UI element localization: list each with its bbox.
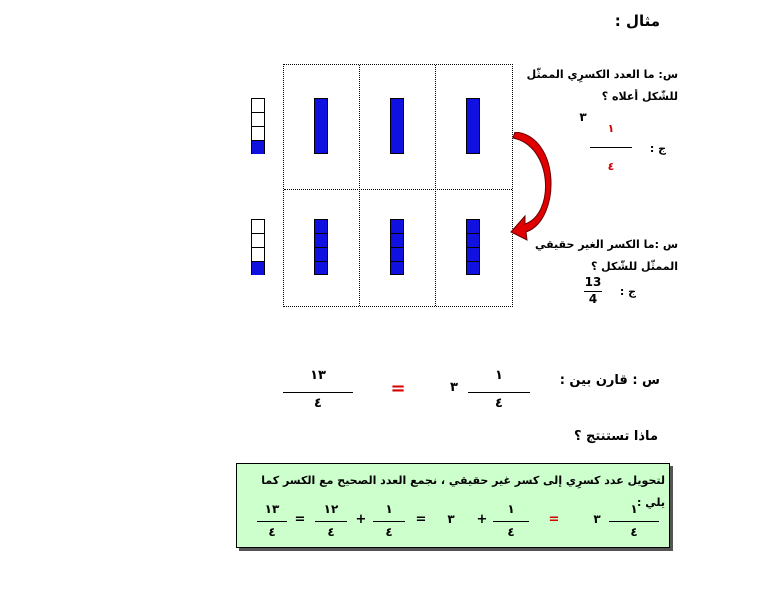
compare-left-numerator: ١٣ [310,368,326,383]
rule-frac1-denominator: ٤ [507,525,515,539]
fraction-line [590,147,632,148]
rule-frac1-numerator: ١ [507,502,515,516]
fraction-line [257,521,287,522]
whole-bar [314,98,328,154]
fraction-bar-bottom [251,219,265,275]
rule-frac3-numerator: ١ [385,502,393,516]
compare-right-numerator: ١ [495,368,503,383]
rule-frac2-denominator: ٤ [327,525,335,539]
rule-plus-1: + [476,512,488,527]
rule-frac3-denominator: ٤ [385,525,393,539]
answer-1-denominator: ٤ [607,160,615,173]
rule-whole: ٣ [447,512,455,526]
rule-result-denominator: ٤ [268,525,276,539]
example-title: مثال : [614,12,660,30]
conclude-question: ماذا تستنتج ؟ [573,429,658,444]
rule-plus-2: + [355,512,367,527]
whole-bar [466,98,480,154]
rule-mixed-whole: ٣ [593,512,601,526]
answer-1-whole: ٣ [579,110,587,124]
shape-grid [283,64,513,307]
rule-equals-red: = [548,512,560,527]
rule-mixed-numerator: ١ [630,502,638,516]
rule-box [236,463,670,548]
rule-equals-1: = [415,512,427,527]
rule-mixed-denominator: ٤ [630,525,638,539]
compare-equals: = [390,378,406,399]
fraction-line [468,392,530,393]
fraction-line [315,521,347,522]
fraction-line [283,392,353,393]
rule-result-numerator: ١٣ [264,502,280,516]
rule-equals-2: = [294,512,306,527]
answer-2-label: ج : [619,285,636,298]
fraction-line [373,521,405,522]
grid-divider [284,189,512,190]
question-1: س: ما العدد الكسرِي الممثّل للشّكل أعلاه ؟ [526,68,678,103]
split-bar [314,219,328,275]
fraction-bar-top [251,98,265,154]
fraction-line [609,521,659,522]
grid-divider [435,65,436,306]
compare-label: س : قارن بين : [559,373,660,388]
whole-bar [390,98,404,154]
answer-1-numerator: ١ [607,122,615,135]
answer-2-numerator: 13 [584,275,602,289]
answer-1-label: ج : [649,142,666,155]
split-bar [390,219,404,275]
compare-right-whole: ٣ [450,380,458,395]
rule-text: لتحويل عدد كسرِي إلى كسر غير حقيقي ، نجمع العدد الصحيح مع الكسر كما يلي : [261,474,665,509]
compare-left-denominator: ٤ [314,396,322,411]
grid-divider [359,65,360,306]
rule-frac2-numerator: ١٢ [323,502,339,516]
curved-arrow-icon [505,132,553,242]
split-bar [466,219,480,275]
answer-2-denominator: 4 [588,292,598,306]
fraction-line [493,521,529,522]
compare-right-denominator: ٤ [495,396,503,411]
question-2: س :ما الكسر الغير حقيقي الممثّل للشّكل ؟ [535,238,678,273]
